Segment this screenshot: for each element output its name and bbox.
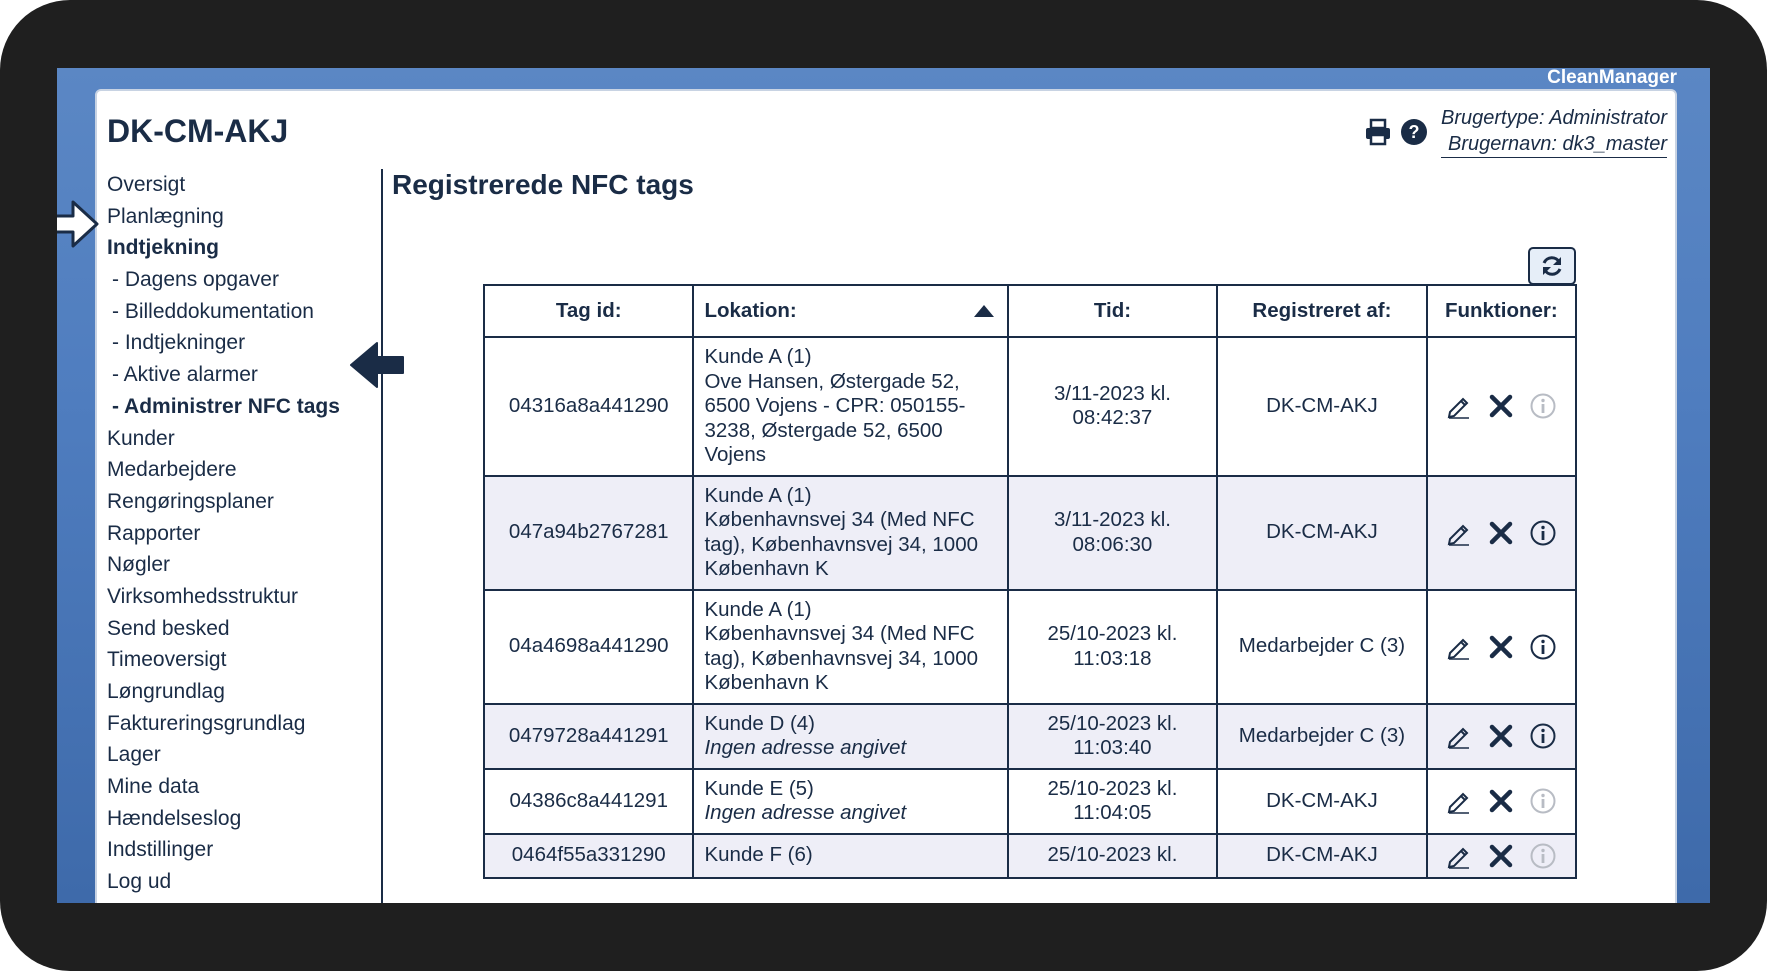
sidebar-item-17[interactable]: Faktureringsgrundlag: [107, 711, 306, 735]
delete-icon[interactable]: [1487, 519, 1515, 547]
delete-icon[interactable]: [1487, 787, 1515, 815]
svg-text:?: ?: [1408, 122, 1420, 142]
table-row: [484, 476, 1576, 590]
cell-location: [693, 590, 1007, 704]
sidebar-item-20[interactable]: Hændelseslog: [107, 806, 242, 830]
edit-icon[interactable]: [1445, 519, 1473, 547]
info-icon[interactable]: [1529, 842, 1557, 870]
cell-registered-by: DK-CM-AKJ: [1217, 476, 1426, 590]
sort-ascending-icon[interactable]: [973, 304, 995, 318]
user-name: Brugernavn: dk3_master: [1441, 131, 1667, 158]
sidebar-item-12[interactable]: Nøgler: [107, 553, 171, 577]
edit-icon[interactable]: [1445, 842, 1473, 870]
sidebar-item-7[interactable]: - Administrer NFC tags: [112, 394, 340, 418]
cell-time: 25/10-2023 kl. 11:04:05: [1008, 769, 1217, 834]
cell-tag-id: 04a4698a441290: [484, 590, 693, 704]
sidebar-item-4[interactable]: - Billeddokumentation: [112, 299, 314, 323]
function-icons: [1438, 842, 1565, 870]
edit-icon[interactable]: [1445, 392, 1473, 420]
cell-registered-by: DK-CM-AKJ: [1217, 834, 1426, 878]
sidebar-item-21[interactable]: Indstillinger: [107, 838, 214, 862]
brand-label: CleanManager: [1547, 68, 1677, 88]
table-row: [484, 704, 1576, 769]
page-title: Registrerede NFC tags: [392, 169, 694, 200]
app-title: DK-CM-AKJ: [107, 113, 289, 149]
nfc-tags-table: [483, 284, 1577, 879]
cell-tag-id: 04316a8a441290: [484, 337, 693, 476]
function-icons: [1438, 722, 1565, 750]
refresh-icon: [1539, 253, 1565, 279]
cell-functions: [1427, 704, 1576, 769]
sidebar-item-22[interactable]: Log ud: [107, 870, 172, 894]
cell-registered-by: DK-CM-AKJ: [1217, 337, 1426, 476]
col-header-time[interactable]: Tid:: [1008, 285, 1217, 337]
cell-tag-id: 0464f55a331290: [484, 834, 693, 878]
function-icons: [1438, 787, 1565, 815]
sidebar-item-16[interactable]: Løngrundlag: [107, 680, 225, 703]
table-row: [484, 337, 1576, 476]
sidebar-item-11[interactable]: Rapporter: [107, 521, 201, 545]
cell-functions: [1427, 834, 1576, 878]
sidebar-item-19[interactable]: Mine data: [107, 775, 200, 799]
function-icons: [1438, 392, 1565, 420]
cell-functions: [1427, 337, 1576, 476]
location-address: Ingen adresse angivet: [704, 801, 907, 824]
location-title: Kunde F (6): [704, 843, 813, 867]
col-header-location[interactable]: [693, 285, 1007, 337]
col-header-functions: Funktioner:: [1427, 285, 1576, 337]
cell-location: [693, 769, 1007, 834]
cell-time: 25/10-2023 kl.: [1008, 834, 1217, 878]
table-row: [484, 834, 1576, 878]
cell-time: 3/11-2023 kl. 08:42:37: [1008, 337, 1217, 476]
sidebar-item-15[interactable]: Timeoversigt: [107, 648, 227, 672]
location-title: Kunde D (4): [704, 711, 816, 735]
cell-functions: [1427, 590, 1576, 704]
arrow-left-icon: [347, 340, 405, 390]
header-tools: [1363, 105, 1667, 158]
sidebar-item-14[interactable]: Send besked: [107, 616, 230, 640]
info-icon[interactable]: [1529, 787, 1557, 815]
user-info: [1441, 105, 1667, 158]
sidebar-item-10[interactable]: Rengøringsplaner: [107, 489, 274, 513]
info-icon[interactable]: [1529, 392, 1557, 420]
cell-tag-id: 0479728a441291: [484, 704, 693, 769]
cell-time: 25/10-2023 kl. 11:03:40: [1008, 704, 1217, 769]
cell-registered-by: Medarbejder C (3): [1217, 590, 1426, 704]
sidebar-item-5[interactable]: - Indtjekninger: [112, 331, 246, 355]
info-icon[interactable]: [1529, 633, 1557, 661]
sidebar-divider: [381, 169, 383, 903]
print-icon[interactable]: [1363, 117, 1393, 147]
sidebar-item-13[interactable]: Virksomhedsstruktur: [107, 584, 299, 608]
sidebar-nav: [107, 169, 377, 898]
cell-location: [693, 476, 1007, 590]
cell-location: [693, 834, 1007, 878]
app-window: [57, 68, 1710, 903]
cell-time: 3/11-2023 kl. 08:06:30: [1008, 476, 1217, 590]
cell-registered-by: DK-CM-AKJ: [1217, 769, 1426, 834]
cell-tag-id: 047a94b2767281: [484, 476, 693, 590]
sidebar-item-1[interactable]: Planlægning: [107, 204, 224, 228]
arrow-right-icon: [57, 199, 101, 249]
location-address: Københavnsvej 34 (Med NFC tag), Københavnsvej 34, 1000 København K: [704, 622, 979, 694]
delete-icon[interactable]: [1487, 722, 1515, 750]
col-header-location-label: Lokation:: [704, 299, 797, 322]
delete-icon[interactable]: [1487, 392, 1515, 420]
cell-functions: [1427, 769, 1576, 834]
edit-icon[interactable]: [1445, 787, 1473, 815]
page-panel: [95, 89, 1677, 903]
sidebar-item-8[interactable]: Kunder: [107, 426, 175, 450]
col-header-tag-id[interactable]: Tag id:: [484, 285, 693, 337]
edit-icon[interactable]: [1445, 722, 1473, 750]
sidebar-item-9[interactable]: Medarbejdere: [107, 458, 237, 482]
function-icons: [1438, 633, 1565, 661]
info-icon[interactable]: [1529, 722, 1557, 750]
delete-icon[interactable]: [1487, 633, 1515, 661]
sidebar-item-6[interactable]: - Aktive alarmer: [112, 363, 258, 387]
location-title: Kunde A (1): [704, 597, 812, 621]
cell-time: 25/10-2023 kl. 11:03:18: [1008, 590, 1217, 704]
refresh-button[interactable]: [1528, 247, 1576, 285]
col-header-registered-by[interactable]: Registreret af:: [1217, 285, 1426, 337]
cell-tag-id: 04386c8a441291: [484, 769, 693, 834]
function-icons: [1438, 519, 1565, 547]
sidebar-item-0[interactable]: Oversigt: [107, 173, 186, 196]
location-title: Kunde E (5): [704, 776, 814, 800]
location-address: Ingen adresse angivet: [704, 736, 907, 759]
help-icon[interactable]: [1399, 117, 1429, 147]
user-type: Brugertype: Administrator: [1440, 107, 1667, 129]
location-address: Ove Hansen, Østergade 52, 6500 Vojens - CPR: 050155-3238, Østergade 52, 6500 Vojens: [704, 369, 966, 466]
cell-location: [693, 337, 1007, 476]
sidebar-item-18[interactable]: Lager: [107, 743, 161, 767]
table-row: [484, 590, 1576, 704]
delete-icon[interactable]: [1487, 842, 1515, 870]
edit-icon[interactable]: [1445, 633, 1473, 661]
sidebar-item-2[interactable]: Indtjekning: [107, 236, 219, 260]
info-icon[interactable]: [1529, 519, 1557, 547]
sidebar-item-3[interactable]: - Dagens opgaver: [112, 268, 279, 292]
location-title: Kunde A (1): [704, 345, 812, 368]
cell-location: [693, 704, 1007, 769]
location-title: Kunde A (1): [704, 483, 812, 507]
cell-registered-by: Medarbejder C (3): [1217, 704, 1426, 769]
location-address: Københavnsvej 34 (Med NFC tag), Københavnsvej 34, 1000 København K: [704, 508, 979, 580]
table-row: [484, 769, 1576, 834]
cell-functions: [1427, 476, 1576, 590]
